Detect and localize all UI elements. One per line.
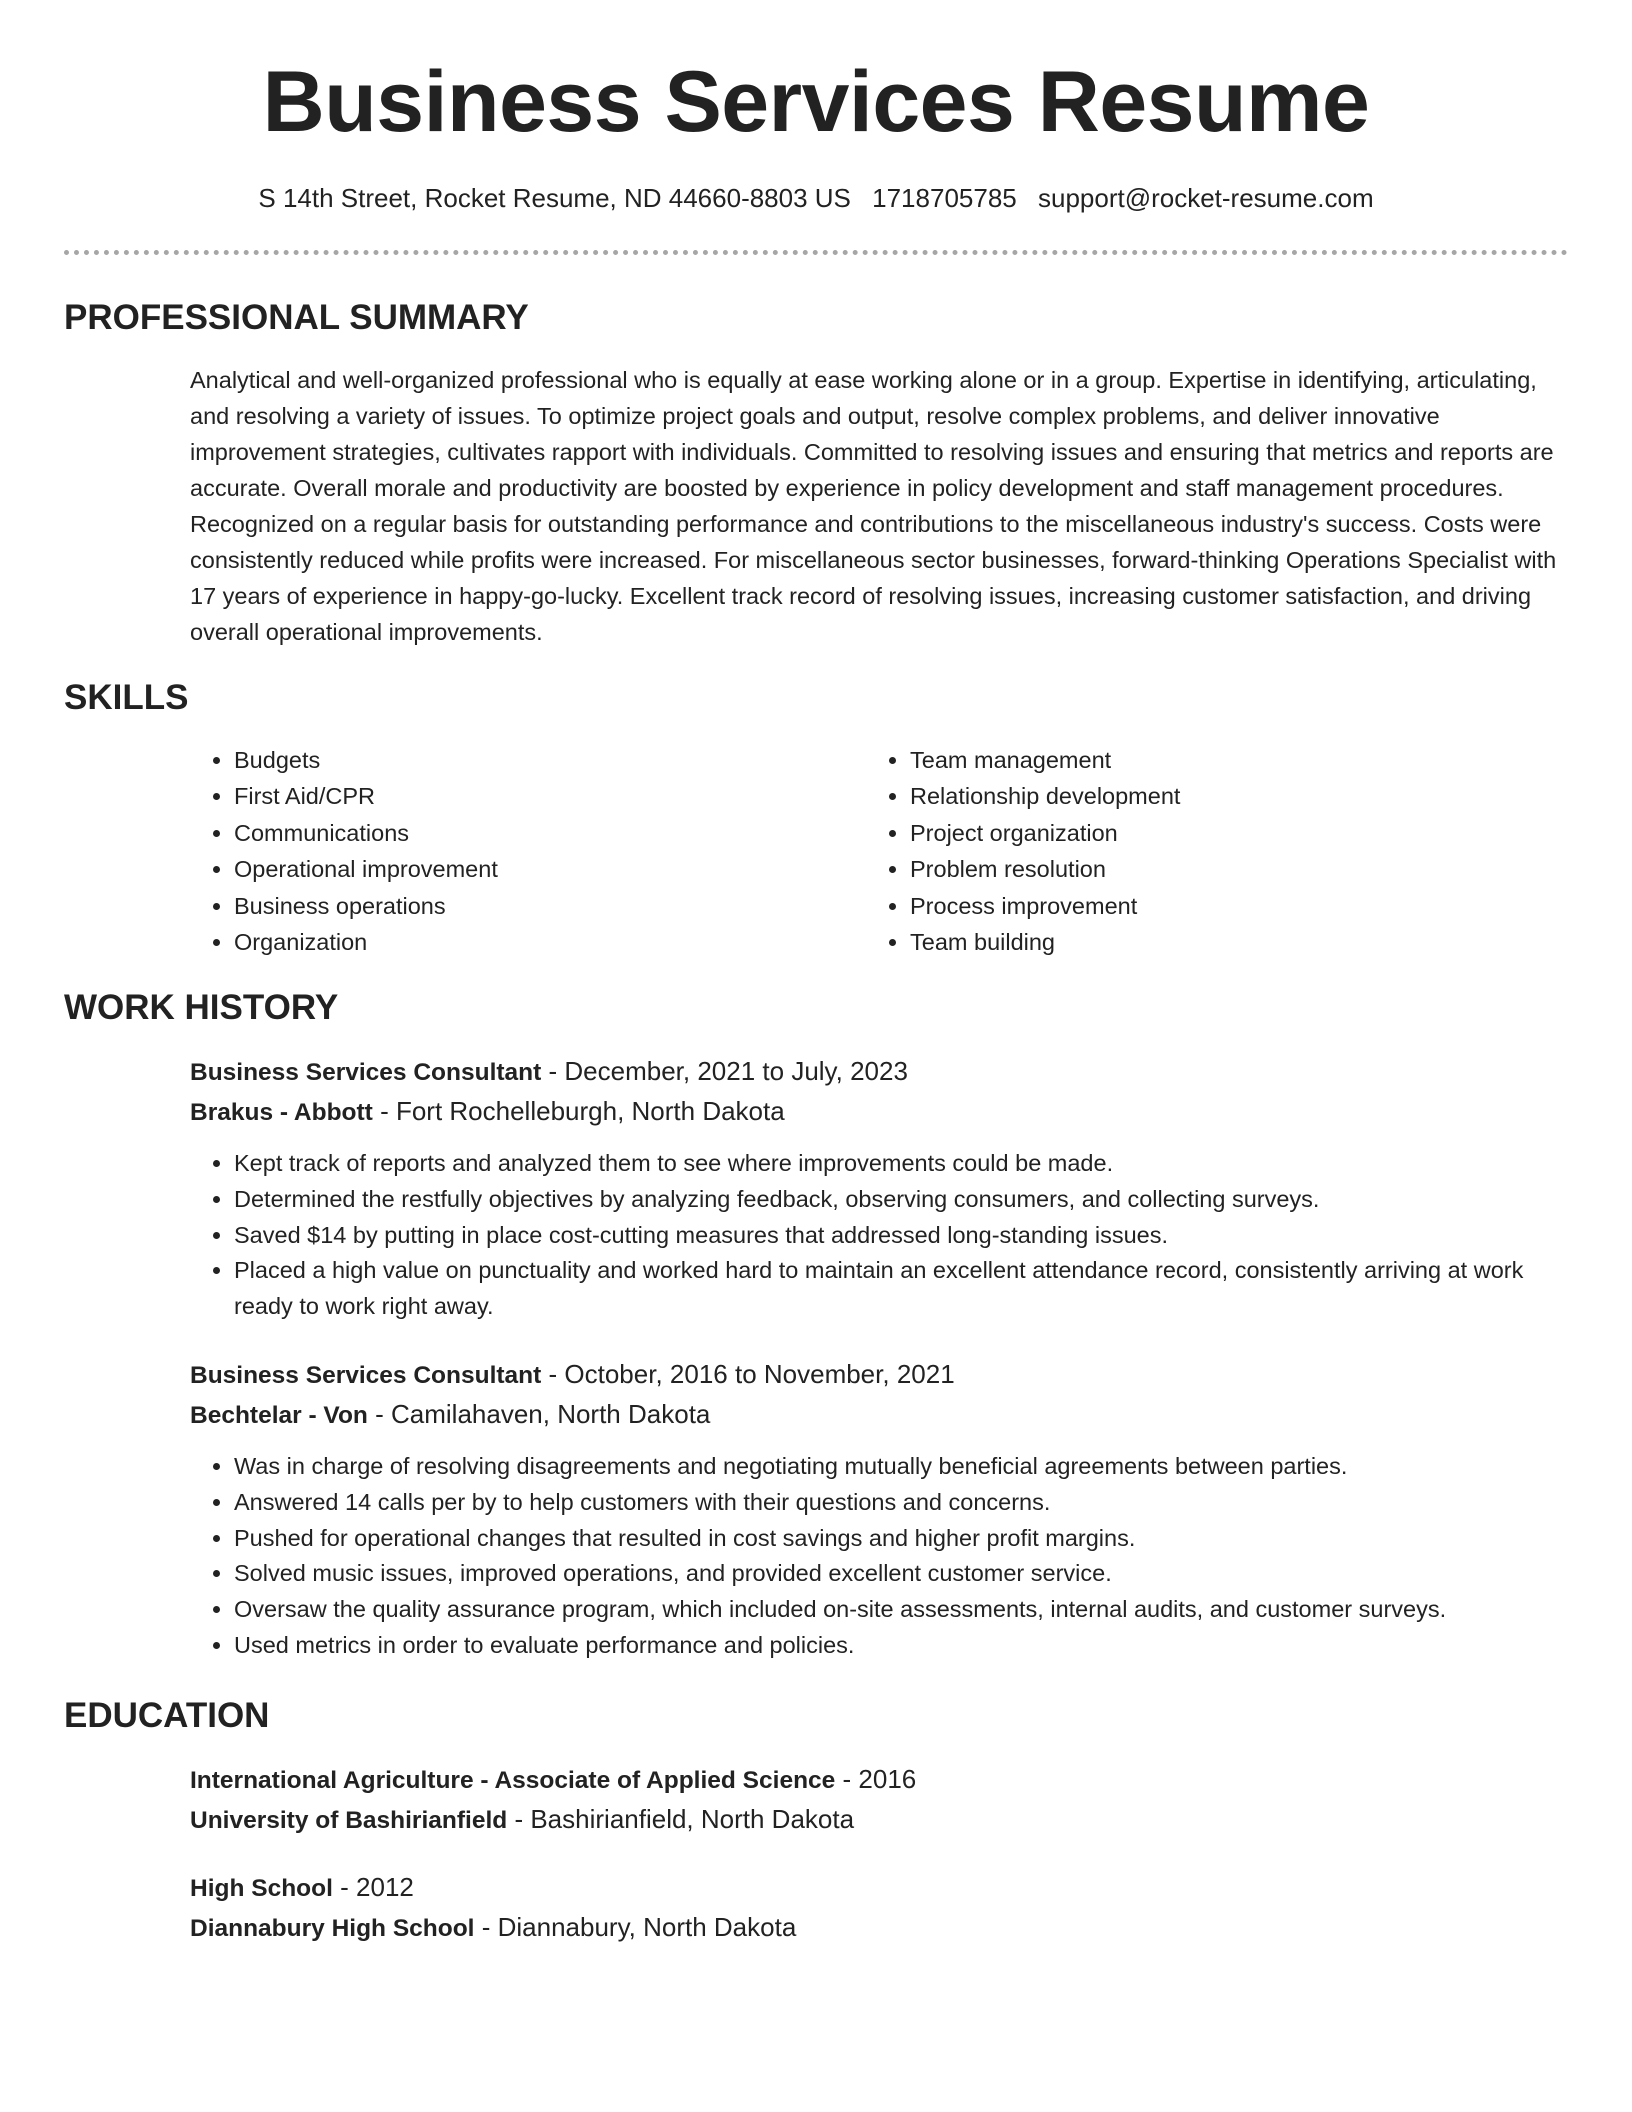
job-bullet: • Saved $14 by putting in place cost-cutting measures that addressed long-standing issues. bbox=[234, 1218, 1560, 1254]
job-dates: - December, 2021 to July, 2023 bbox=[541, 1056, 908, 1086]
summary-text: Analytical and well-organized professional who is equally at ease working alone or in a group. Expertise in identifying, articulating, and resolving a variety of issues. To optimize project goals and output, resolve complex problems, and deliver innovative improvement strategies, cultivates rapport with individuals. Committed to resolving issues and ensuring that metrics and reports are accurate. Overall morale and productivity are boosted by experience in policy development and staff management procedures. Recognized on a regular basis for outstanding performance and contributions to the miscellaneous industry's success. Costs were consistently reduced while profits were increased. For miscellaneous sector businesses, forward-thinking Operations Specialist with 17 years of experience in happy-go-lucky. Excellent track record of resolving issues, increasing customer satisfaction, and driving overall operational improvements. bbox=[190, 367, 1557, 645]
skill-item: • Business operations bbox=[234, 888, 854, 924]
education-degree: High School bbox=[190, 1875, 333, 1902]
contact-phone: 1718705785 bbox=[872, 183, 1017, 213]
job-company: Brakus - Abbott bbox=[190, 1099, 373, 1126]
education-year: - 2016 bbox=[835, 1764, 917, 1794]
education-entry bbox=[190, 1868, 1560, 1948]
job-entry bbox=[190, 1355, 1560, 1664]
work-heading: WORK HISTORY bbox=[64, 988, 339, 1027]
summary-section bbox=[190, 362, 1560, 650]
skill-item: • Communications bbox=[234, 815, 854, 851]
education-school-line bbox=[190, 1908, 1560, 1948]
education-school-line bbox=[190, 1800, 1560, 1840]
education-heading: EDUCATION bbox=[64, 1696, 270, 1735]
education-school: Diannabury High School bbox=[190, 1915, 475, 1942]
skill-item: • Operational improvement bbox=[234, 851, 854, 887]
job-role: Business Services Consultant bbox=[190, 1059, 542, 1086]
skill-item: • Relationship development bbox=[910, 778, 1530, 814]
summary-heading: PROFESSIONAL SUMMARY bbox=[64, 298, 529, 337]
contact-line bbox=[0, 180, 1632, 216]
skills-list-left bbox=[190, 742, 854, 960]
skill-item: • Problem resolution bbox=[910, 851, 1530, 887]
job-company: Bechtelar - Von bbox=[190, 1402, 368, 1429]
education-location: - Bashirianfield, North Dakota bbox=[507, 1804, 855, 1834]
education-entry bbox=[190, 1760, 1560, 1840]
header-divider bbox=[64, 250, 1568, 255]
job-company-line bbox=[190, 1395, 1560, 1435]
skills-heading: SKILLS bbox=[64, 678, 189, 717]
skills-list-right bbox=[866, 742, 1530, 960]
education-location: - Diannabury, North Dakota bbox=[474, 1912, 797, 1942]
skill-item: • Team building bbox=[910, 924, 1530, 960]
job-title-line bbox=[190, 1052, 1560, 1092]
job-bullet: • Pushed for operational changes that resulted in cost savings and higher profit margins. bbox=[234, 1521, 1560, 1557]
job-bullet: • Was in charge of resolving disagreements and negotiating mutually beneficial agreements between parties. bbox=[234, 1449, 1560, 1485]
job-location: - Camilahaven, North Dakota bbox=[367, 1399, 711, 1429]
skill-item: • Project organization bbox=[910, 815, 1530, 851]
job-bullet: • Kept track of reports and analyzed them to see where improvements could be made. bbox=[234, 1146, 1560, 1182]
contact-address: S 14th Street, Rocket Resume, ND 44660-8803 US bbox=[258, 183, 851, 213]
education-degree: International Agriculture - Associate of Applied Science bbox=[190, 1767, 836, 1794]
skill-item: • First Aid/CPR bbox=[234, 778, 854, 814]
resume-title: Business Services Resume bbox=[262, 54, 1370, 150]
education-school: University of Bashirianfield bbox=[190, 1807, 508, 1834]
job-bullets bbox=[190, 1146, 1560, 1325]
job-title-line bbox=[190, 1355, 1560, 1395]
job-company-line bbox=[190, 1092, 1560, 1132]
skill-item: • Team management bbox=[910, 742, 1530, 778]
contact-email: support@rocket-resume.com bbox=[1037, 183, 1374, 213]
job-bullets bbox=[190, 1449, 1560, 1664]
job-role: Business Services Consultant bbox=[190, 1362, 542, 1389]
job-dates: - October, 2016 to November, 2021 bbox=[541, 1359, 955, 1389]
skill-item: • Process improvement bbox=[910, 888, 1530, 924]
job-bullet: • Determined the restfully objectives by analyzing feedback, observing consumers, and collecting surveys. bbox=[234, 1182, 1560, 1218]
job-location: - Fort Rochelleburgh, North Dakota bbox=[372, 1096, 785, 1126]
job-bullet: • Solved music issues, improved operations, and provided excellent customer service. bbox=[234, 1556, 1560, 1592]
education-degree-line bbox=[190, 1868, 1560, 1908]
job-bullet: • Used metrics in order to evaluate performance and policies. bbox=[234, 1628, 1560, 1664]
skill-item: • Organization bbox=[234, 924, 854, 960]
job-bullet: • Placed a high value on punctuality and worked hard to maintain an excellent attendance record, consistently arriving at work ready to work right away. bbox=[234, 1253, 1560, 1325]
job-bullet: • Answered 14 calls per by to help customers with their questions and concerns. bbox=[234, 1485, 1560, 1521]
education-year: - 2012 bbox=[332, 1872, 414, 1902]
skill-item: • Budgets bbox=[234, 742, 854, 778]
job-bullet: • Oversaw the quality assurance program, which included on-site assessments, internal audits, and customer surveys. bbox=[234, 1592, 1560, 1628]
job-entry bbox=[190, 1052, 1560, 1325]
education-degree-line bbox=[190, 1760, 1560, 1800]
